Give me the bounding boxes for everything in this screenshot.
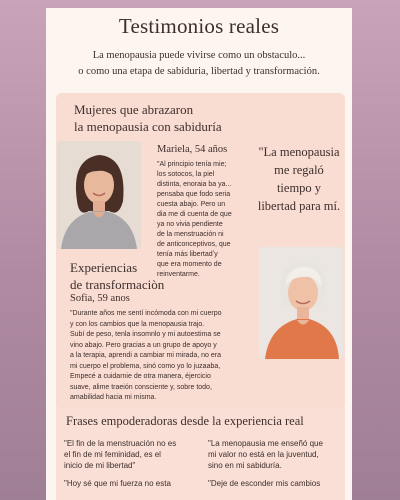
quote-line: a la terapia, aprendi a cambiar mi mirada, no era <box>70 352 221 359</box>
section-title-mujeres <box>74 101 222 135</box>
pull-quote-line: libertad para mí. <box>257 199 341 213</box>
frase-line: inicio de mi libertad" <box>64 461 136 470</box>
quote-line: tenía más libertadʼy <box>157 251 218 258</box>
quote-line: cuesta abajo. Pero un <box>157 201 226 208</box>
frases-title: Frases empoderadoras desde la experiencia real <box>66 414 304 428</box>
quote-line: dia me di cuenta de que <box>157 211 232 218</box>
testimonials-page <box>46 8 352 500</box>
frases-card <box>56 408 345 500</box>
intro-line-1: La menopausia puede vivirse como un obstaculo... <box>92 50 306 61</box>
pull-quote-line: me regaló <box>274 163 324 177</box>
frase-line: el fin de mi feminidad, es el <box>64 450 161 459</box>
testimonial-1-quote <box>157 160 249 280</box>
quote-line: amabilidad hacia mi misma. <box>70 394 157 401</box>
woman-portrait-image <box>259 247 343 359</box>
quote-line: "Durante años me sentí incómoda con mi cuerpo <box>70 310 222 317</box>
quote-line: de la menstruación ni <box>157 231 224 238</box>
intro-text <box>52 48 346 80</box>
quote-line: mi cuerpo el problema, sinó como yo lo juzaaba, <box>70 362 221 370</box>
pull-quote <box>252 143 346 215</box>
quote-line: de anticonceptivos, que <box>157 241 231 248</box>
quote-line: vino abajo. Pero gracias a un grupo de apoyo y <box>70 341 217 349</box>
section-title-experiencias <box>70 259 164 293</box>
quote-line: Subí de peso, tenla insomnlo y mi autoestima se <box>70 331 221 338</box>
testimonial-2-name: Sofia, 59 anos <box>70 293 130 304</box>
quote-line: suave, alime traeión consciente y, sobre todo, <box>70 383 212 391</box>
frase-line: "Hoy sé que mi fuerza no esta <box>64 479 171 488</box>
sofia-photo <box>259 247 343 359</box>
testimonial-2-quote <box>70 309 260 404</box>
intro-line-2: o como una etapa de sabiduria, libertad y transformación. <box>78 66 320 77</box>
quote-line: los sotocos, la piel <box>157 171 215 178</box>
testimonials-card <box>56 93 345 411</box>
section-title-line: de transformaciòn <box>70 277 165 292</box>
woman-portrait-image <box>57 141 141 249</box>
quote-line: que era momento de <box>157 261 222 268</box>
mariela-photo <box>57 141 141 249</box>
frase-line: "Deje de esconder mis cambios <box>208 479 321 488</box>
pull-quote-line: "La menopausia <box>258 145 340 159</box>
frase-right-2 <box>208 478 340 489</box>
quote-line: distinta, enoraia ba ya... <box>157 181 232 188</box>
frase-line: "La menopausia me enseñó que <box>208 439 323 448</box>
frase-line: "El fin de la menstruación no es <box>64 439 177 448</box>
quote-line: pensaba que fodo seria <box>157 191 231 198</box>
frase-line: mi valor no está en la juventud, <box>208 450 319 459</box>
testimonial-1-name: Mariela, 54 años <box>157 144 228 155</box>
page-title: Testimonios reales <box>118 14 280 38</box>
frase-right-1 <box>208 438 340 471</box>
section-title-line: Experiencias <box>70 260 138 275</box>
frase-line: sino en mi sabiduría. <box>208 461 282 470</box>
quote-line: y con los cambios que la menopausia trajo. <box>70 320 205 328</box>
pull-quote-line: tiempo y <box>276 181 322 195</box>
quote-line: "Al principio tenía mie; <box>157 161 227 168</box>
quote-line: Empecé a cuidarnie de otra manera, éjercicio <box>70 373 211 380</box>
quote-line: ya no vivia pendiente <box>157 221 223 228</box>
section-title-line: Mujeres que abrazaron <box>74 102 194 117</box>
frase-left-1 <box>64 438 196 471</box>
section-title-line: la menopausia con sabiduría <box>74 119 222 134</box>
frase-left-2 <box>64 478 196 489</box>
quote-line: reinventarme. <box>157 271 200 278</box>
